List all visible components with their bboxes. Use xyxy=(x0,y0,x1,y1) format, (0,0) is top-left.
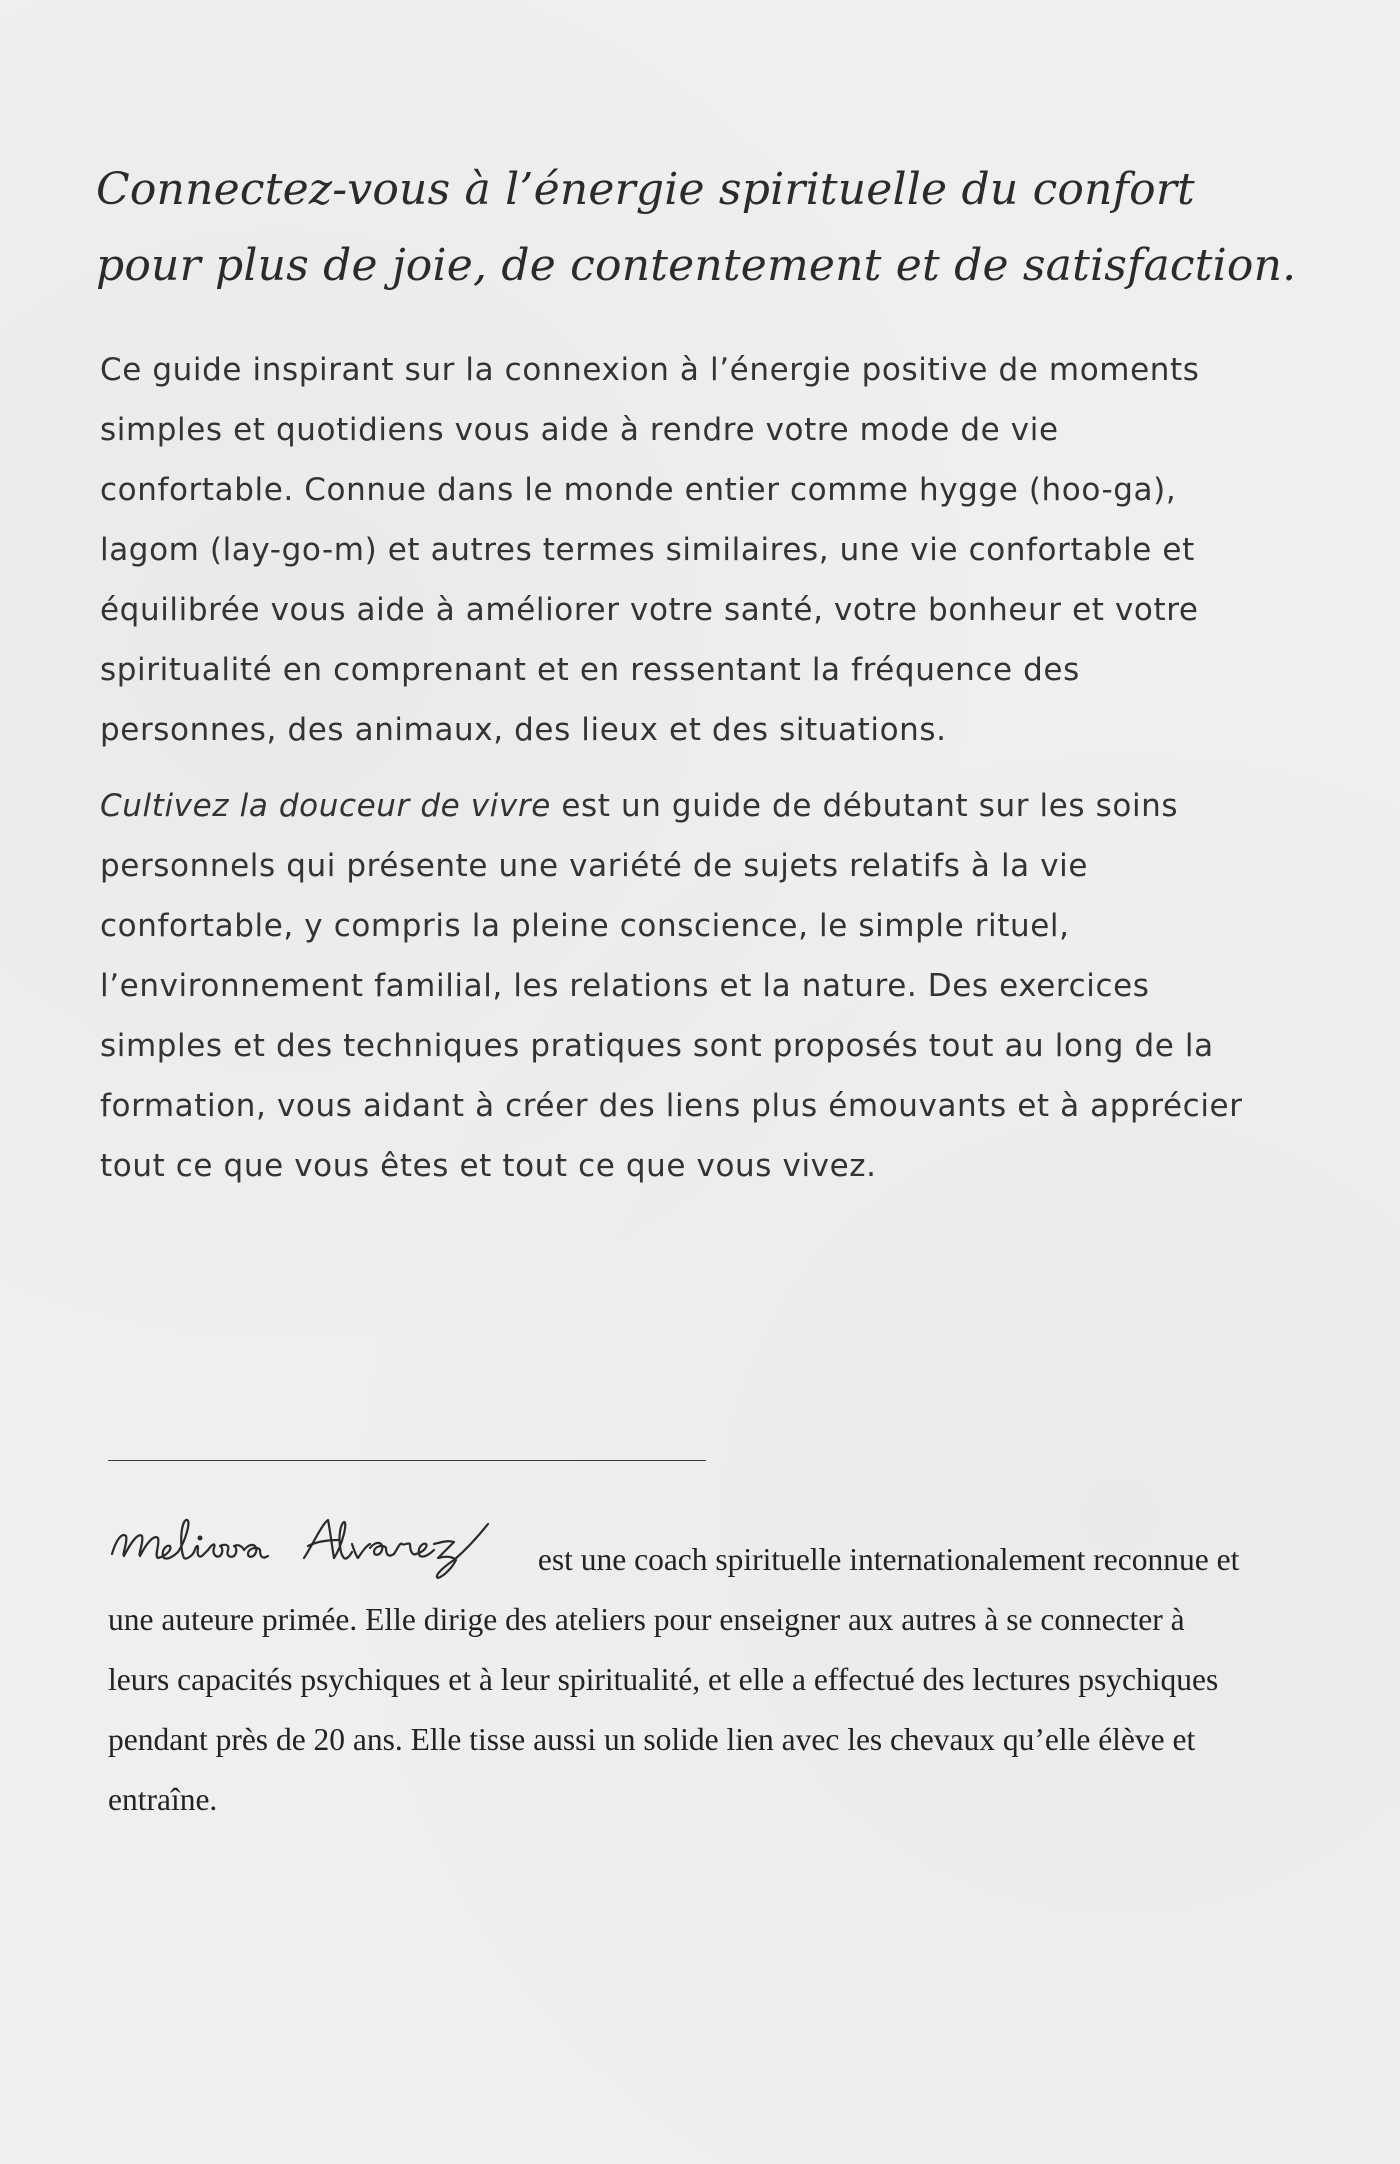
tagline xyxy=(96,152,1316,304)
tagline-line-1: Connectez-vous à l’énergie spirituelle du confort xyxy=(96,164,1195,215)
tagline-line-2: pour plus de joie, de contentement et de satisfaction. xyxy=(96,240,1297,291)
book-description xyxy=(100,340,1260,1212)
author-bio-paragraph xyxy=(108,1510,1248,1830)
divider xyxy=(108,1460,706,1461)
description-paragraph-2 xyxy=(100,776,1260,1196)
book-title: Cultivez la douceur de vivre xyxy=(100,788,551,824)
description-paragraph-2-text: est un guide de débutant sur les soins personnels qui présente une variété de sujets relatifs à la vie confortable, y compris la pleine conscience, le simple rituel, l’environnement familial, les relations et la nature. Des exercices simples et des techniques pratiques sont proposés tout au long de la formation, vous aidant à créer des liens plus émouvants et à apprécier tout ce que vous êtes et tout ce que vous vivez. xyxy=(100,788,1243,1184)
author-signature xyxy=(108,1510,526,1580)
description-paragraph-1: Ce guide inspirant sur la connexion à l’énergie positive de moments simples et quotidiens vous aide à rendre votre mode de vie confortable. Connue dans le monde entier comme hygge (hoo-ga), lagom (lay-go-m) et autres termes similaires, une vie confortable et équilibrée vous aide à améliorer votre santé, votre bonheur et votre spiritualité en comprenant et en ressentant la fréquence des personnes, des animaux, des lieux et des situations. xyxy=(100,352,1200,748)
author-bio xyxy=(108,1510,1248,1830)
author-bio-text: est une coach spirituelle internationalement reconnue et une auteure primée. Elle dirige des ateliers pour enseigner aux autres à se connecter à leurs capacités psychiques et à leur spiritualité, et elle a effectué des lectures psychiques pendant près de 20 ans. Elle tisse aussi un solide lien avec les chevaux qu’elle élève et entraîne. xyxy=(108,1542,1240,1817)
